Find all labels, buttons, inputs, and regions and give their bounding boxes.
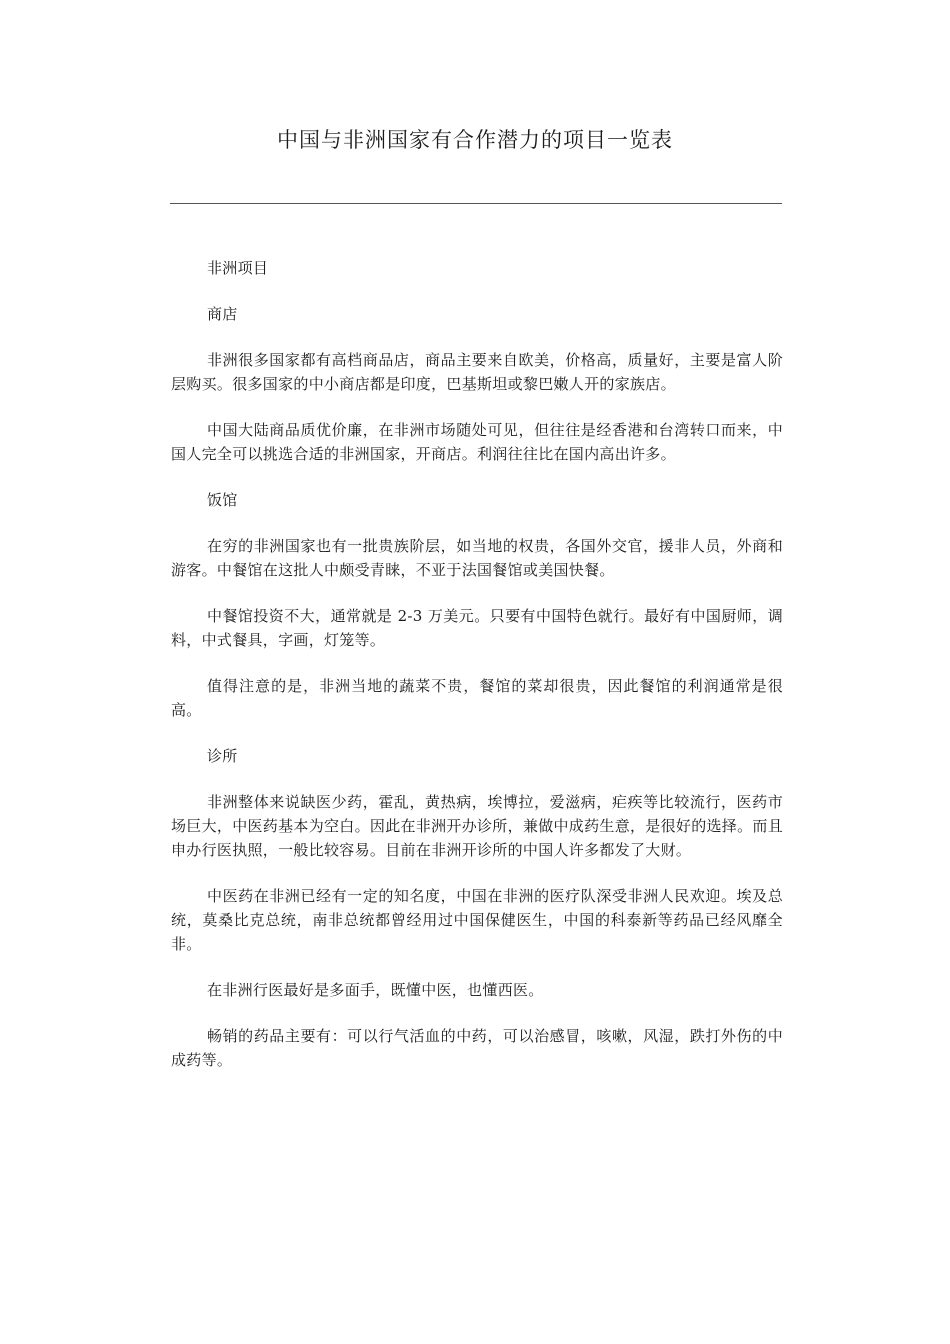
paragraph-shops-1: 非洲很多国家都有高档商品店，商品主要来自欧美，价格高，质量好，主要是富人阶层购买。很多国家的中小商店都是印度，巴基斯坦或黎巴嫩人开的家族店。 <box>171 351 783 393</box>
section-heading-clinics: 诊所 <box>207 747 238 765</box>
document-title: 中国与非洲国家有合作潜力的项目一览表 <box>277 128 673 152</box>
document-body <box>171 256 783 1072</box>
paragraph-restaurants-3: 值得注意的是，非洲当地的蔬菜不贵，餐馆的菜却很贵，因此餐馆的利润通常是很高。 <box>171 677 783 719</box>
section-heading-africa-projects: 非洲项目 <box>207 259 269 277</box>
paragraph-clinics-1: 非洲整体来说缺医少药，霍乱，黄热病，埃博拉，爱滋病，疟疾等比较流行，医药市场巨大，中医药基本为空白。因此在非洲开办诊所，兼做中成药生意，是很好的选择。而且申办行医执照，一般比较容易。目前在非洲开诊所的中国人许多都发了大财。 <box>171 793 784 859</box>
paragraph-clinics-3: 在非洲行医最好是多面手，既懂中医，也懂西医。 <box>207 981 544 999</box>
paragraph-restaurants-2: 中餐馆投资不大，通常就是 2-3 万美元。只要有中国特色就行。最好有中国厨师，调料，中式餐具，字画，灯笼等。 <box>171 607 783 649</box>
paragraph-clinics-4: 畅销的药品主要有：可以行气活血的中药，可以治感冒，咳嗽，风湿，跌打外伤的中成药等。 <box>171 1027 783 1069</box>
section-heading-shops: 商店 <box>207 305 238 323</box>
title-divider <box>170 203 782 204</box>
paragraph-restaurants-1: 在穷的非洲国家也有一批贵族阶层，如当地的权贵，各国外交官，援非人员，外商和游客。中餐馆在这批人中颇受青睐，不亚于法国餐馆或美国快餐。 <box>171 537 783 579</box>
section-heading-restaurants: 饭馆 <box>207 491 238 509</box>
paragraph-clinics-2: 中医药在非洲已经有一定的知名度，中国在非洲的医疗队深受非洲人民欢迎。埃及总统，莫桑比克总统，南非总统都曾经用过中国保健医生，中国的科泰新等药品已经风靡全非。 <box>171 887 783 953</box>
paragraph-shops-2: 中国大陆商品质优价廉，在非洲市场随处可见，但往往是经香港和台湾转口而来，中国人完全可以挑选合适的非洲国家，开商店。利润往往比在国内高出许多。 <box>171 421 783 463</box>
